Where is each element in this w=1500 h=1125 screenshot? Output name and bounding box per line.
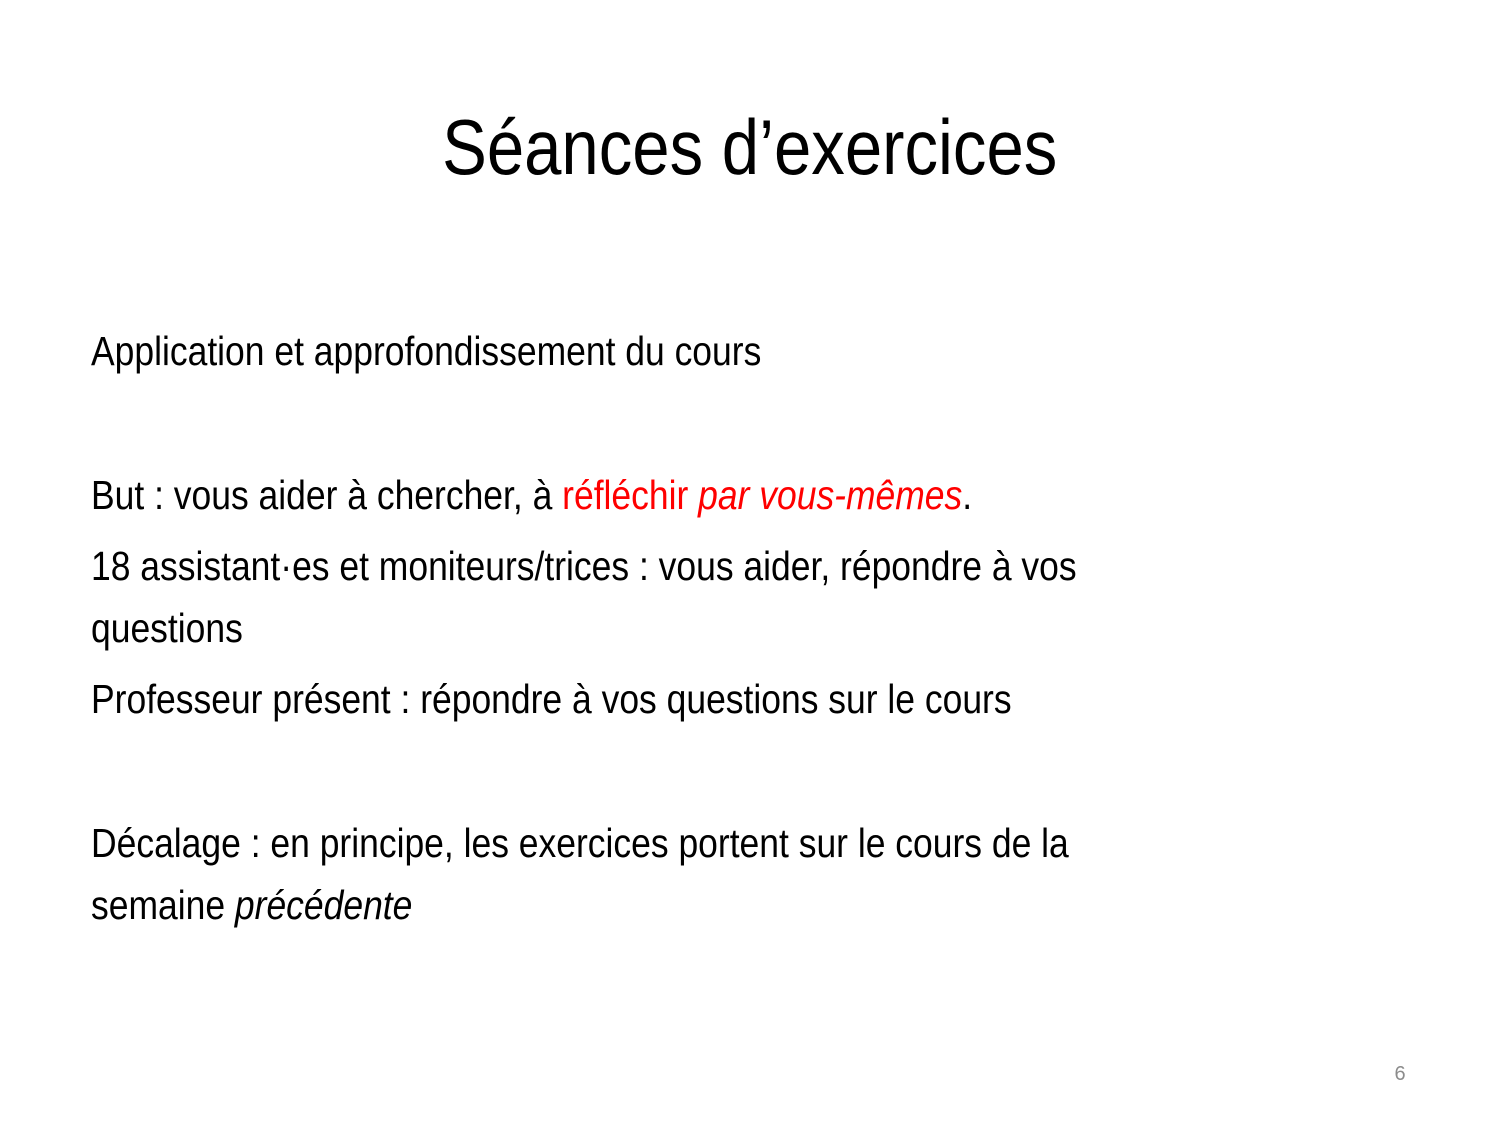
paragraph-offset-line1 — [91, 812, 1069, 874]
goal-prefix: But : vous aider à chercher, à — [91, 472, 563, 518]
offset-text-line2-italic: précédente — [234, 882, 413, 928]
paragraph-assistants-line2 — [91, 597, 243, 659]
slide-title-text: Séances d’exercices — [442, 103, 1058, 191]
page-number: 6 — [1394, 1063, 1406, 1085]
paragraph-application — [91, 320, 761, 382]
paragraph-offset-line2 — [91, 874, 412, 936]
assistants-text-line1: 18 assistant·es et moniteurs/trices : vous aider, répondre à vos — [91, 543, 1077, 589]
paragraph-goal — [91, 464, 972, 526]
goal-emphasis-red-italic: par vous-mêmes — [698, 472, 963, 518]
assistants-text-line2: questions — [91, 605, 243, 651]
goal-emphasis-red: réfléchir — [562, 472, 699, 518]
professor-text: Professeur présent : répondre à vos questions sur le cours — [91, 676, 1012, 722]
goal-suffix: . — [962, 472, 973, 518]
offset-text-line2-plain: semaine — [91, 882, 235, 928]
paragraph-professor — [91, 668, 1012, 730]
slide-title — [0, 92, 1500, 202]
offset-text-line1: Décalage : en principe, les exercices portent sur le cours de la — [91, 820, 1069, 866]
paragraph-assistants-line1 — [91, 535, 1077, 597]
paragraph-application-text: Application et approfondissement du cours — [91, 328, 762, 374]
